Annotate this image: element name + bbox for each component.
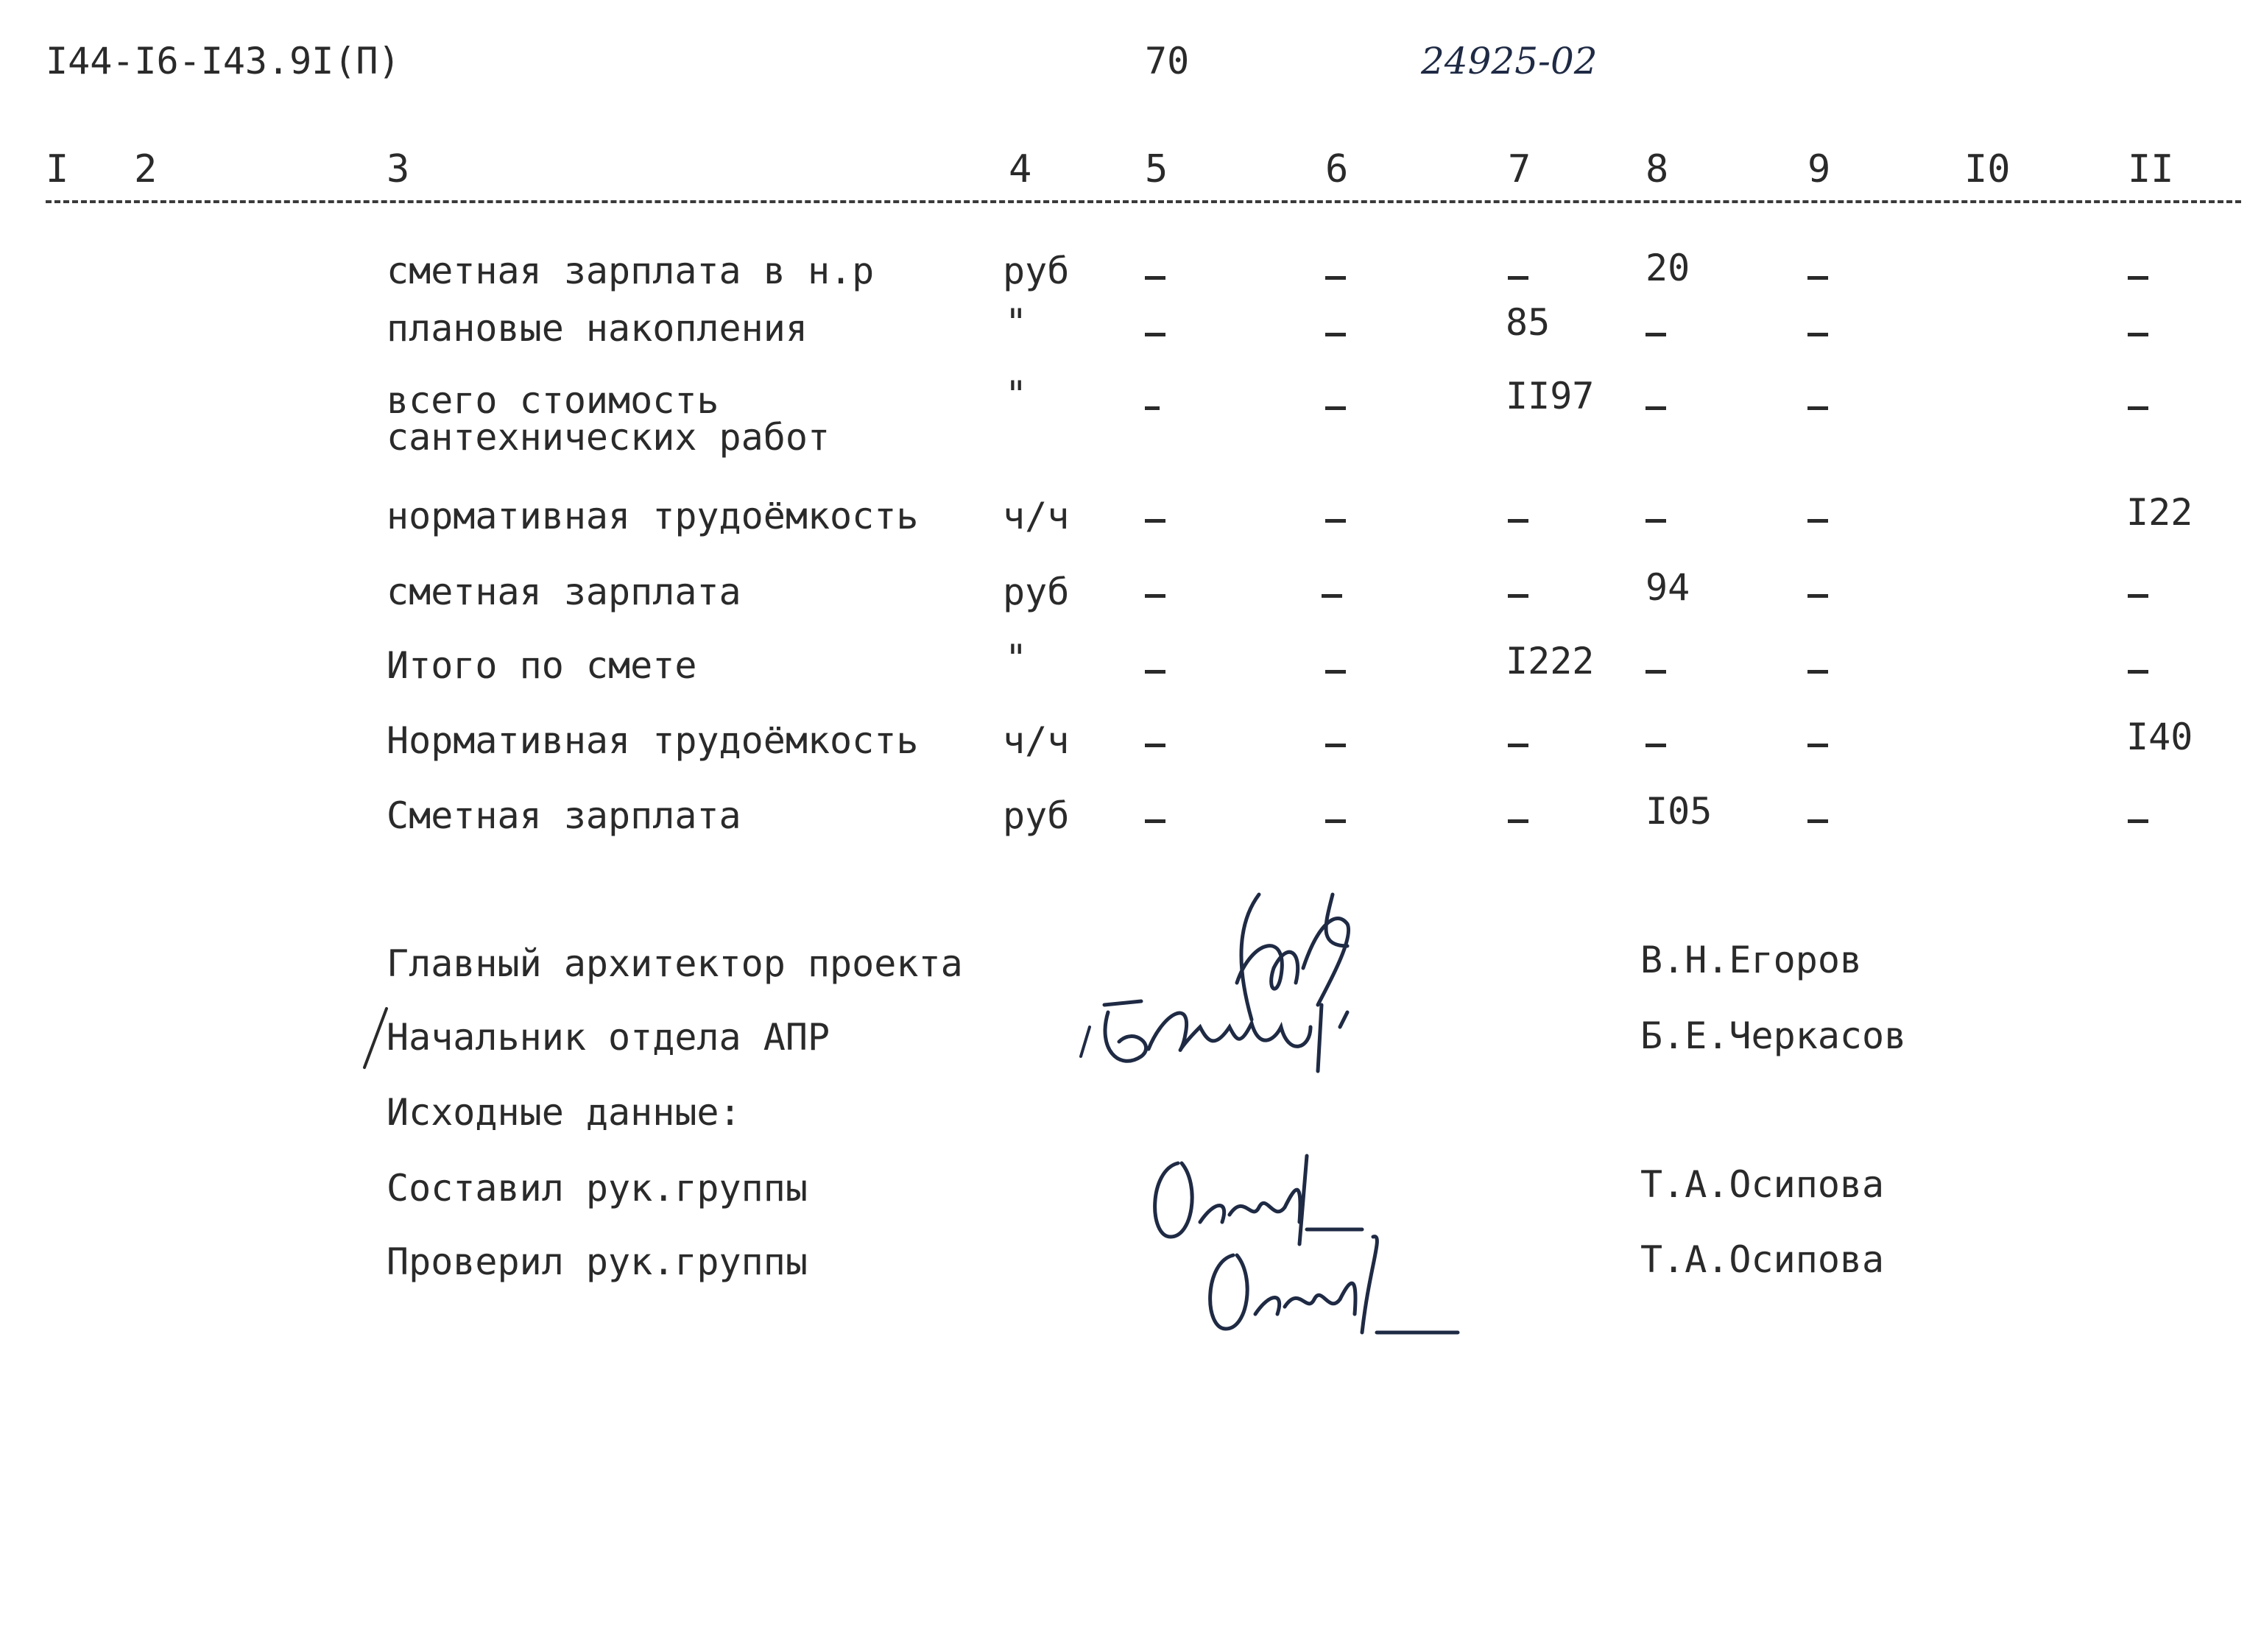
empty-cell-dash <box>1325 819 1346 823</box>
empty-cell-dash <box>1807 333 1828 336</box>
empty-cell-dash <box>1646 333 1666 336</box>
empty-cell-dash <box>1325 406 1346 410</box>
value-col8: I05 <box>1646 790 1712 833</box>
signatory-role: Составил рук.группы <box>387 1167 808 1210</box>
row-unit: руб <box>1003 250 1070 292</box>
row-name: Итого по смете <box>387 644 697 687</box>
empty-cell-dash <box>1807 744 1828 747</box>
row-unit: руб <box>1003 571 1070 613</box>
value-col8: 94 <box>1646 566 1690 609</box>
empty-cell-dash <box>1145 519 1165 523</box>
empty-cell-dash <box>1145 744 1165 747</box>
empty-cell-dash <box>1325 519 1346 523</box>
row-name: всего стоимость <box>387 379 719 422</box>
empty-cell-dash <box>1145 333 1165 336</box>
value-col7: 85 <box>1506 301 1551 344</box>
empty-cell-dash <box>1646 670 1666 674</box>
column-number: 5 <box>1145 147 1168 191</box>
empty-cell-dash <box>1807 276 1828 280</box>
column-number: I0 <box>1964 147 2011 191</box>
empty-cell-dash <box>1145 594 1165 598</box>
value-col7: I222 <box>1506 640 1595 682</box>
row-name: сметная зарплата <box>387 571 741 613</box>
empty-cell-dash <box>1508 594 1528 598</box>
empty-cell-dash <box>1325 276 1346 280</box>
empty-cell-dash <box>2128 406 2148 410</box>
signatory-name: В.Н.Егоров <box>1640 939 1863 981</box>
empty-cell-dash <box>1325 670 1346 674</box>
value-col8: 20 <box>1646 247 1690 289</box>
signatory-name: Т.А.Осипова <box>1640 1163 1885 1206</box>
value-col7: II97 <box>1506 375 1595 417</box>
empty-cell-dash <box>1325 744 1346 747</box>
column-number: 3 <box>387 147 410 191</box>
section-label: Исходные данные: <box>387 1091 741 1134</box>
empty-cell-dash <box>1322 594 1342 598</box>
empty-cell-dash <box>1325 333 1346 336</box>
signatory-role: Главный архитектор проекта <box>387 942 963 985</box>
margin-tick-mark <box>361 1005 390 1071</box>
row-name: сметная зарплата в н.р <box>387 250 875 292</box>
row-name: плановые накопления <box>387 307 808 350</box>
empty-cell-dash <box>1646 519 1666 523</box>
document-code: I44-I6-I43.9I(П) <box>46 40 401 82</box>
row-name-continued: сантехнических работ <box>387 416 830 459</box>
empty-cell-dash <box>1508 276 1528 280</box>
row-unit: руб <box>1003 794 1070 837</box>
value-col11: I22 <box>2126 491 2193 534</box>
empty-cell-dash <box>1508 519 1528 523</box>
row-name: Нормативная трудоёмкость <box>387 719 919 762</box>
value-col11: I40 <box>2126 716 2193 758</box>
empty-cell-dash <box>1646 406 1666 410</box>
empty-cell-dash <box>2128 670 2148 674</box>
empty-cell-dash <box>1807 819 1828 823</box>
column-number: 4 <box>1009 147 1032 191</box>
signature-osipova-2 <box>1193 1222 1480 1347</box>
empty-cell-dash <box>2128 819 2148 823</box>
empty-cell-dash <box>1508 744 1528 747</box>
signatory-name: Т.А.Осипова <box>1640 1238 1885 1281</box>
column-number: 8 <box>1646 147 1669 191</box>
row-name: нормативная трудоёмкость <box>387 495 919 537</box>
row-unit: " <box>1005 301 1028 344</box>
column-number: 7 <box>1508 147 1531 191</box>
signatory-role: Проверил рук.группы <box>387 1240 808 1283</box>
row-unit: " <box>1005 637 1028 679</box>
empty-cell-dash <box>1807 406 1828 410</box>
column-number: I <box>46 147 69 191</box>
empty-cell-dash <box>2128 594 2148 598</box>
empty-cell-dash <box>1145 276 1165 280</box>
signatory-role: Начальник отдела АПР <box>387 1016 830 1059</box>
column-number: 6 <box>1325 147 1349 191</box>
page-number: 70 <box>1145 40 1190 82</box>
empty-cell-dash <box>1145 670 1165 674</box>
signature-cherkasov <box>1090 983 1414 1086</box>
handwritten-document-number: 24925-02 <box>1421 40 1598 82</box>
empty-cell-dash <box>1807 519 1828 523</box>
row-unit: ч/ч <box>1003 719 1070 762</box>
empty-cell-dash <box>1807 594 1828 598</box>
header-divider <box>46 200 2241 203</box>
signatory-name: Б.Е.Черкасов <box>1640 1014 1907 1057</box>
empty-cell-dash <box>1807 670 1828 674</box>
empty-cell-dash <box>1145 406 1160 410</box>
empty-cell-dash <box>1508 819 1528 823</box>
empty-cell-dash <box>1145 819 1165 823</box>
row-unit: " <box>1005 373 1028 416</box>
column-number: II <box>2128 147 2174 191</box>
empty-cell-dash <box>2128 333 2148 336</box>
empty-cell-dash <box>1646 744 1666 747</box>
empty-cell-dash <box>2128 276 2148 280</box>
row-unit: ч/ч <box>1003 495 1070 537</box>
column-number: 2 <box>134 147 158 191</box>
column-number: 9 <box>1807 147 1831 191</box>
row-name: Сметная зарплата <box>387 794 741 837</box>
